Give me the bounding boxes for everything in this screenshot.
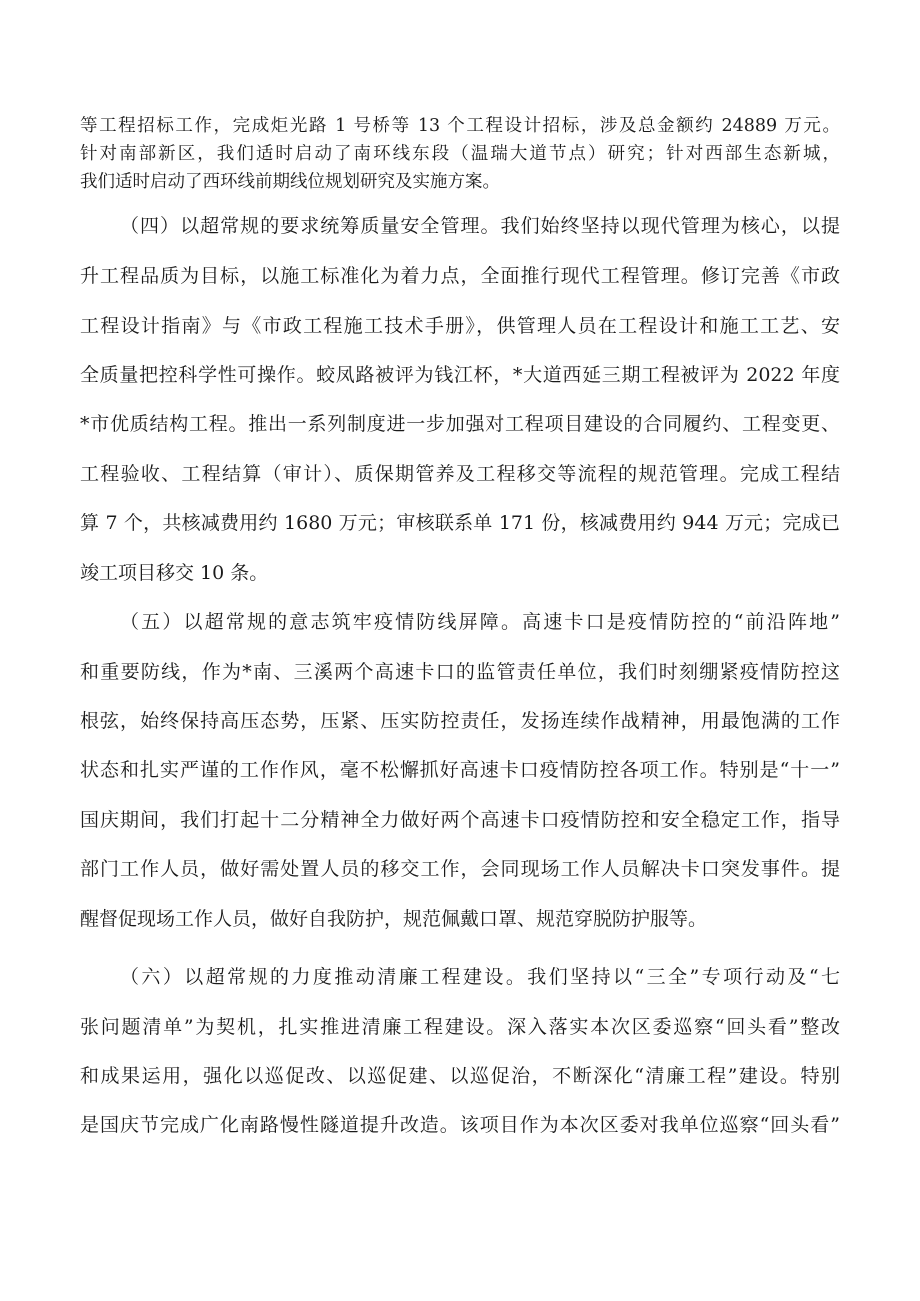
paragraph-epidemic-defense	[80, 606, 840, 936]
paragraph-clean-engineering	[80, 961, 840, 1151]
text-line: 和成果运用，强化以巡促改、以巡促建、以巡促治，不断深化“清廉工程”建设。特别	[80, 1065, 840, 1087]
text-line: （六）以超常规的力度推动清廉工程建设。我们坚持以“三全”专项行动及“七	[120, 966, 840, 988]
text-line: 全质量把控科学性可操作。蛟凤路被评为钱江杯，*大道西延三期工程被评为 2022 年度	[80, 364, 840, 386]
text-line: 醒督促现场工作人员，做好自我防护，规范佩戴口罩、规范穿脱防护服等。	[80, 908, 708, 930]
text-line: （四）以超常规的要求统筹质量安全管理。我们始终坚持以现代管理为核心，以提	[120, 215, 840, 237]
text-line: 和重要防线，作为*南、三溪两个高速卡口的监管责任单位，我们时刻绷紧疫情防控这	[80, 661, 840, 683]
text-line: 工程设计指南》与《市政工程施工技术手册》，供管理人员在工程设计和施工工艺、安	[80, 315, 840, 337]
text-line: （五）以超常规的意志筑牢疫情防线屏障。高速卡口是疫情防控的“前沿阵地”	[120, 611, 840, 633]
text-line: 工程验收、工程结算（审计）、质保期管养及工程移交等流程的规范管理。完成工程结	[80, 463, 840, 485]
text-line: 国庆期间，我们打起十二分精神全力做好两个高速卡口疫情防控和安全稳定工作，指导	[80, 809, 840, 831]
text-line: 部门工作人员，做好需处置人员的移交工作，会同现场工作人员解决卡口突发事件。提	[80, 858, 840, 880]
paragraph-quality-safety	[80, 210, 840, 590]
text-line: *市优质结构工程。推出一系列制度进一步加强对工程项目建设的合同履约、工程变更、	[80, 413, 840, 435]
text-line: 升工程品质为目标，以施工标准化为着力点，全面推行现代工程管理。修订完善《市政	[80, 265, 840, 287]
text-line: 张问题清单”为契机，扎实推进清廉工程建设。深入落实本次区委巡察“回头看”整改	[80, 1016, 840, 1038]
text-line: 我们适时启动了西环线前期线位规划研究及实施方案。	[80, 172, 500, 192]
text-line: 根弦，始终保持高压态势，压紧、压实防控责任，发扬连续作战精神，用最饱满的工作	[80, 710, 840, 732]
text-line: 针对南部新区，我们适时启动了南环线东段（温瑞大道节点）研究；针对西部生态新城，	[80, 144, 840, 164]
text-line: 等工程招标工作，完成炬光路 1 号桥等 13 个工程设计招标，涉及总金额约 24889 万元。	[80, 116, 840, 136]
text-line: 是国庆节完成广化南路慢性隧道提升改造。该项目作为本次区委对我单位巡察“回头看”	[80, 1114, 840, 1136]
top-paragraph	[80, 112, 840, 196]
text-line: 算 7 个，共核减费用约 1680 万元；审核联系单 171 份，核减费用约 944 万元；完成已	[80, 512, 840, 534]
text-line: 竣工项目移交 10 条。	[80, 562, 269, 584]
text-line: 状态和扎实严谨的工作作风，毫不松懈抓好高速卡口疫情防控各项工作。特别是“十一”	[80, 759, 840, 781]
